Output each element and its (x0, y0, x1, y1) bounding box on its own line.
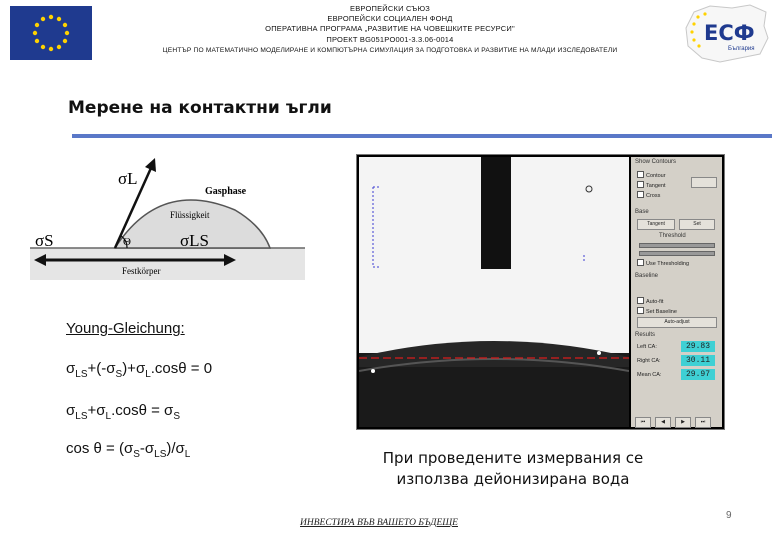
eq3-sub: LS (154, 449, 167, 460)
right-ca-label: Right CA: (637, 358, 661, 364)
base-group: Base (635, 209, 649, 215)
header-line-esf: ЕВРОПЕЙСКИ СОЦИАЛЕН ФОНД (327, 14, 453, 23)
festkoerper-label: Festkörper (122, 266, 161, 276)
young-equation-label: Young-Gleichung: (66, 320, 185, 337)
droplet-camera-image (359, 157, 629, 427)
footer-slogan: ИНВЕСТИРА ВЪВ ВАШЕТО БЪДЕЩЕ (300, 518, 458, 528)
left-ca-value: 29.83 (681, 341, 715, 352)
droplet-image (359, 341, 629, 367)
eq3-part: -σ (139, 440, 155, 457)
header-line-program: ОПЕРАТИВНА ПРОГРАМА „РАЗВИТИЕ НА ЧОВЕШКИТЕ РЕСУРСИ" (265, 24, 515, 33)
solid-substrate (30, 248, 305, 280)
mean-ca-value: 29.97 (681, 369, 715, 380)
eq1-part: +(-σ (87, 360, 116, 377)
contour-options-button[interactable] (691, 177, 717, 188)
header-line-center: ЦЕНТЪР ПО МАТЕМАТИЧНО МОДЕЛИРАНЕ И КОМПЮТЪРНА СИМУЛАЦИЯ ЗА ПОДГОТОВКА И РАЗВИТИЕ НА МЛАДИ ИЗСЛЕДОВАТЕЛИ (162, 47, 618, 54)
eq1-sub: S (115, 369, 123, 380)
eq2-part: +σ (87, 402, 106, 419)
control-panel (631, 157, 722, 427)
measurement-note-line2: използва дейонизирана вода (396, 470, 630, 488)
eq2-sub: L (105, 411, 112, 422)
gasphase-label: Gasphase (205, 186, 247, 197)
eu-stars-icon (10, 6, 92, 60)
last-frame-button[interactable]: ⏭ (695, 417, 711, 428)
threshold-group: Threshold (659, 233, 686, 239)
title-divider (72, 134, 772, 138)
eq3-sub: L (184, 449, 191, 460)
eq2-sub: S (173, 411, 180, 422)
contour-checkbox[interactable]: Contour (637, 171, 666, 179)
sigma-l-label: σL (118, 169, 138, 188)
mean-ca-label: Mean CA: (637, 372, 662, 378)
theta-label: Θ (123, 236, 131, 248)
sigma-s-label: σS (35, 231, 54, 250)
threshold-slider[interactable] (639, 243, 715, 248)
eq1-part: σ (66, 360, 76, 377)
eq1-part: .cosθ = 0 (150, 360, 213, 377)
header-line-project: ПРОЕКТ BG051PO001-3.3.06-0014 (326, 35, 454, 44)
next-frame-button[interactable]: ▶ (675, 417, 691, 428)
show-contours-group: Show Contours (635, 159, 677, 165)
eq1-part: )+σ (122, 360, 146, 377)
eq3-part: )/σ (166, 440, 185, 457)
right-ca-value: 30.11 (681, 355, 715, 366)
auto-adjust-button[interactable]: Auto-adjust (637, 317, 717, 328)
page-number: 9 (726, 510, 732, 521)
set-baseline-checkbox[interactable]: Set Baseline (637, 307, 677, 315)
header-line-eu: ЕВРОПЕЙСКИ СЪЮЗ (350, 4, 430, 13)
young-equation-diagram (30, 148, 305, 280)
first-frame-button[interactable]: ⏮ (635, 417, 651, 428)
eq2-sub: LS (75, 411, 88, 422)
contact-angle-software-screenshot (356, 154, 725, 430)
threshold-slider-2[interactable] (639, 251, 715, 256)
esf-logo-text: ЕСФ (704, 21, 755, 45)
prev-frame-button[interactable]: ◀ (655, 417, 671, 428)
fluessigkeit-label: Flüssigkeit (170, 210, 210, 220)
page-title: Мерене на контактни ъгли (68, 98, 332, 118)
eq3-sub: S (133, 449, 140, 460)
measurement-note-line1: При проведените измервания се (382, 449, 644, 467)
eq1-sub: LS (75, 369, 88, 380)
eq3-part: cos θ = (σ (66, 440, 134, 457)
esf-logo (680, 2, 772, 66)
eu-flag-logo (10, 6, 92, 60)
eq1-sub: L (145, 369, 151, 380)
equation-3 (66, 440, 190, 460)
syringe-needle (481, 157, 511, 269)
esf-logo-subtext: България (728, 46, 755, 52)
eq2-part: σ (66, 402, 76, 419)
cross-checkbox[interactable]: Cross (637, 191, 660, 199)
auto-fit-checkbox[interactable]: Auto-fit (637, 297, 663, 305)
equation-2 (66, 402, 180, 422)
set-button[interactable]: Set (679, 219, 715, 230)
sigma-ls-label: σLS (180, 231, 210, 250)
tangent-checkbox[interactable]: Tangent (637, 181, 666, 189)
equation-1 (66, 360, 212, 380)
tangent-button[interactable]: Tangent (637, 219, 675, 230)
baseline-group: Baseline (635, 273, 659, 279)
left-ca-label: Left CA: (637, 344, 657, 350)
use-thresholding-checkbox[interactable]: Use Thresholding (637, 259, 689, 267)
eq2-part: .cosθ = σ (111, 402, 174, 419)
results-group: Results (635, 332, 656, 338)
